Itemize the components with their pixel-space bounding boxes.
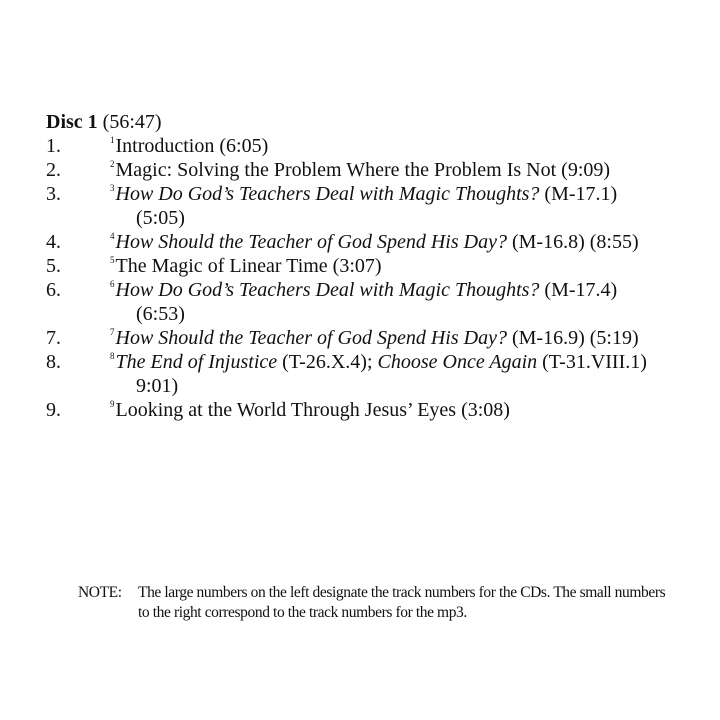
track-title-part: (T-26.X.4); xyxy=(277,351,378,373)
footnote xyxy=(78,583,678,623)
cd-track-number: 7. xyxy=(46,327,61,349)
mp3-track-number: 9 xyxy=(110,399,115,409)
cd-track-number: 5. xyxy=(46,255,61,277)
track-list xyxy=(46,134,696,422)
track-title-part: (T-31.VIII.1) xyxy=(537,351,647,373)
track-row xyxy=(46,182,696,230)
track-row xyxy=(46,326,696,350)
cd-track-number: 9. xyxy=(46,399,61,421)
cd-track-number: 3. xyxy=(46,183,61,205)
disc-heading xyxy=(46,110,162,134)
mp3-track-number: 8 xyxy=(110,351,115,361)
track-row xyxy=(46,158,696,182)
track-title-part: (M-17.4) xyxy=(539,279,618,301)
track-title-italic: How Should the Teacher of God Spend His Day? xyxy=(115,327,507,349)
track-title-italic: How Do God’s Teachers Deal with Magic Thoughts? xyxy=(115,279,540,301)
track-title-part: The Magic of Linear Time (3:07) xyxy=(115,255,382,277)
track-title-part: (M-17.1) xyxy=(539,183,618,205)
cd-track-number: 2. xyxy=(46,159,61,181)
cd-track-number: 8. xyxy=(46,351,61,373)
cd-track-number: 6. xyxy=(46,279,61,301)
mp3-track-number: 5 xyxy=(110,255,115,265)
track-row xyxy=(46,230,696,254)
track-row xyxy=(46,134,696,158)
cd-track-number: 4. xyxy=(46,231,61,253)
cd-track-number: 1. xyxy=(46,135,61,157)
mp3-track-number: 7 xyxy=(110,327,115,337)
track-row xyxy=(46,398,696,422)
track-title-part: Introduction (6:05) xyxy=(115,135,269,157)
mp3-track-number: 2 xyxy=(110,159,115,169)
track-title-italic: The End of Injustice xyxy=(115,351,278,373)
mp3-track-number: 3 xyxy=(110,183,115,193)
track-row xyxy=(46,278,696,326)
disc-label: Disc 1 xyxy=(46,111,98,133)
track-title-part: Looking at the World Through Jesus’ Eyes (3:08) xyxy=(115,399,510,421)
track-row xyxy=(46,254,696,278)
track-title-italic: How Should the Teacher of God Spend His Day? xyxy=(115,231,507,253)
track-title-part: (M-16.8) (8:55) xyxy=(506,231,639,253)
track-title-part: Magic: Solving the Problem Where the Problem Is Not (9:09) xyxy=(115,159,611,181)
track-continuation: (5:05) xyxy=(136,207,185,229)
track-title-part: (M-16.9) (5:19) xyxy=(506,327,639,349)
track-continuation: 9:01) xyxy=(136,375,179,397)
track-row xyxy=(46,350,696,398)
note-text: The large numbers on the left designate the track numbers for the CDs. The small numbers to the right correspond to the track numbers for the mp3. xyxy=(138,584,666,621)
mp3-track-number: 4 xyxy=(110,231,115,241)
track-title-italic: Choose Once Again xyxy=(377,351,538,373)
disc-duration: (56:47) xyxy=(102,111,162,133)
mp3-track-number: 6 xyxy=(110,279,115,289)
note-label: NOTE: xyxy=(78,584,122,601)
track-title-italic: How Do God’s Teachers Deal with Magic Thoughts? xyxy=(115,183,540,205)
mp3-track-number: 1 xyxy=(110,135,115,145)
track-continuation: (6:53) xyxy=(136,303,185,325)
